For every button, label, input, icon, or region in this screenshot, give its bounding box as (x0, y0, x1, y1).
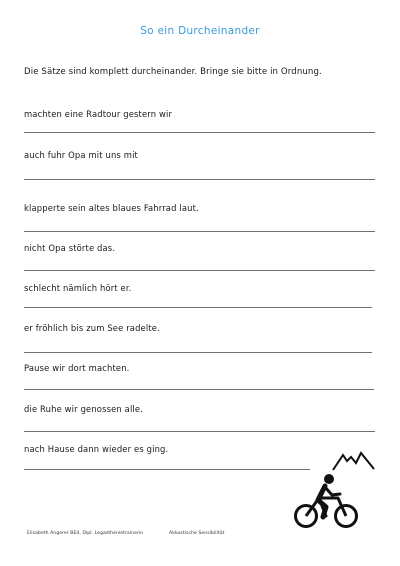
instruction-text: Die Sätze sind komplett durcheinander. Bringe sie bitte in Ordnung. (24, 67, 322, 77)
answer-line-1[interactable] (24, 132, 375, 133)
answer-line-8[interactable] (24, 431, 375, 432)
footer-author: Elisabeth Angerer BEd, Dipl. Legasthenietrainerin (27, 531, 144, 536)
answer-line-4[interactable] (24, 270, 375, 271)
answer-line-5[interactable] (24, 307, 372, 308)
sentence-5: schlecht nämlich hört er. (24, 283, 132, 293)
answer-line-3[interactable] (24, 231, 375, 232)
cyclist-icon (293, 470, 363, 532)
footer-topic: Akkustische Sensibilität (169, 531, 225, 536)
answer-line-2[interactable] (24, 179, 375, 180)
sentence-4: nicht Opa störte das. (24, 243, 116, 253)
sentence-2: auch fuhr Opa mit uns mit (24, 150, 138, 160)
sentence-1: machten eine Radtour gestern wir (24, 109, 173, 119)
page-title: So ein Durcheinander (140, 25, 260, 37)
sentence-7: Pause wir dort machten. (24, 363, 130, 373)
answer-line-7[interactable] (24, 389, 374, 390)
sentence-8: die Ruhe wir genossen alle. (24, 404, 144, 414)
sentence-3: klapperte sein altes blaues Fahrrad laut. (24, 203, 199, 213)
mountain-icon (332, 450, 376, 472)
sentence-9: nach Hause dann wieder es ging. (24, 444, 169, 454)
answer-line-9[interactable] (24, 469, 310, 470)
answer-line-6[interactable] (24, 352, 372, 353)
sentence-6: er fröhlich bis zum See radelte. (24, 323, 160, 333)
